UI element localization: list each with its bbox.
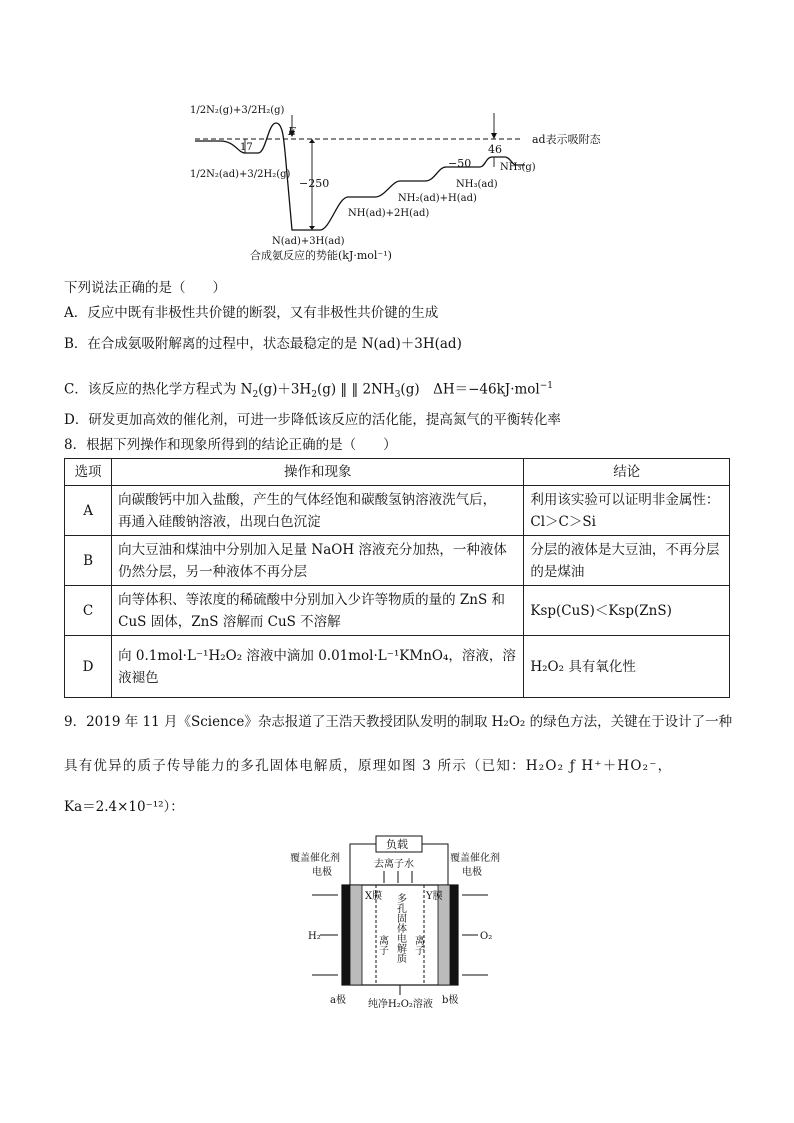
label-nh3g: NH₃(g) [500, 162, 536, 173]
energy-diagram [180, 95, 620, 270]
row-d-con-line1: H₂O₂ 具有氧化性 [530, 658, 636, 675]
header-operation: 操作和现象 [112, 459, 524, 486]
header-option: 选项 [65, 459, 112, 486]
value-50: −50 [448, 157, 472, 170]
row-d-option: D [65, 636, 112, 698]
row-d-op-line1: 向 0.1mol·L⁻¹H₂O₂ 溶液中滴加 0.01mol·L⁻¹KMnO₄，溶液，溶 [118, 647, 516, 664]
q7-c-sup: −1 [539, 381, 554, 391]
row-a-op-line1: 向碳酸钙中加入盐酸，产生的气体经饱和碳酸氢钠溶液洗气后， [118, 491, 497, 508]
label-ad-state: 1/2N₂(ad)+3/2H₂(g) [190, 169, 291, 180]
row-b-op-line2: 仍然分层，另一种液体不再分层 [118, 563, 308, 580]
o2-label: O₂ [480, 931, 493, 942]
y-membrane-label: Y膜 [426, 891, 443, 902]
load-label: 负载 [386, 838, 408, 851]
q8-table [64, 458, 730, 698]
figure1-caption: 合成氨反应的势能(kJ·mol⁻¹) [250, 249, 392, 262]
label-nh2: NH₂(ad)+H(ad) [398, 193, 477, 204]
row-c-op-line1: 向等体积、等浓度的稀硫酸中分别加入少许等物质的量的 ZnS 和 [118, 591, 506, 608]
row-a-con-line2: Cl＞C＞Si [530, 513, 596, 530]
center-electrolyte-label: 多孔固体电解质 [394, 893, 406, 963]
label-top-state: 1/2N₂(g)+3/2H₂(g) [190, 105, 285, 116]
row-a-conclusion [524, 486, 730, 536]
left-ion-label: 离子 [376, 935, 388, 955]
product-label: 纯净H₂O₂溶液 [368, 999, 433, 1010]
label-n: N(ad)+3H(ad) [272, 236, 345, 247]
q9-line3: Ka＝2.4×10⁻¹²）： [64, 799, 184, 815]
cell-diagram [290, 835, 510, 1010]
row-b-option: B [65, 536, 112, 586]
q7-c-post: (g) ΔH＝−46kJ·mol [400, 381, 540, 398]
label-nh: NH(ad)+2H(ad) [348, 208, 430, 219]
q7-option-b: B．在合成氨吸附解离的过程中，状态最稳定的是 N(ad)＋3H(ad) [64, 336, 462, 352]
left-catalyst-label: 覆盖催化剂 [290, 853, 340, 864]
row-a-option: A [65, 486, 112, 536]
row-d-op-line2: 液褪色 [118, 669, 159, 686]
row-c-option: C [65, 586, 112, 636]
q7-c-pre: C．该反应的热化学方程式为 N [64, 381, 253, 398]
right-catalyst-label: 覆盖催化剂 [450, 853, 500, 864]
value-250: −250 [299, 177, 330, 190]
table-row [65, 486, 730, 536]
row-b-op-line1: 向大豆油和煤油中分别加入足量 NaOH 溶液充分加热，一种液体 [118, 541, 507, 558]
row-a-op-line2: 再通入硅酸钠溶液，出现白色沉淀 [118, 513, 321, 530]
row-b-conclusion [524, 536, 730, 586]
row-c-operation [112, 586, 524, 636]
row-a-con-line1: 利用该实验可以证明非金属性： [530, 491, 720, 508]
row-b-operation [112, 536, 524, 586]
value-E: E [288, 125, 297, 138]
q7-option-d: D．研发更加高效的催化剂，可进一步降低该反应的活化能，提高氮气的平衡转化率 [64, 412, 561, 428]
q7-stem: 下列说法正确的是（ ） [64, 280, 226, 296]
row-c-op-line2: CuS 固体，ZnS 溶解而 CuS 不溶解 [118, 613, 341, 630]
row-b-con-line2: 的是煤油 [530, 563, 585, 580]
remove-water-label: 去离子水 [374, 859, 414, 870]
ad-note: ad表示吸附态 [532, 133, 601, 146]
x-membrane-label: X膜 [365, 891, 383, 902]
table-row [65, 536, 730, 586]
q9-line2: 具有优异的质子传导能力的多孔固体电解质，原理如图 3 所示（已知：H₂O₂ ƒ H⁺＋HO₂⁻， [64, 758, 673, 774]
table-row [65, 636, 730, 698]
q8-stem: 8．根据下列操作和现象所得到的结论正确的是（ ） [64, 437, 397, 453]
value-46: 46 [488, 143, 502, 156]
row-c-con-line1: Ksp(CuS)＜Ksp(ZnS) [530, 602, 672, 619]
row-b-con-line1: 分层的液体是大豆油，不再分层 [530, 541, 720, 558]
q7-option-a: A．反应中既有非极性共价键的断裂，又有非极性共价键的生成 [64, 305, 439, 321]
row-d-conclusion [524, 636, 730, 698]
q7-c-mid2: (g) ‖ ‖ 2NH [316, 381, 395, 398]
table-header-row [65, 459, 730, 486]
a-pole-label: a极 [330, 995, 346, 1006]
b-pole-label: b极 [442, 995, 459, 1006]
q9-line1: 9．2019 年 11 月《Science》杂志报道了王浩天教授团队发明的制取 H₂O₂ 的绿色方法，关键在于设计了一种 [64, 714, 733, 730]
row-c-conclusion [524, 586, 730, 636]
label-nh3ad: NH₃(ad) [456, 179, 498, 190]
value-17: 17 [240, 142, 253, 153]
h2-label: H₂ [308, 931, 321, 942]
row-a-operation [112, 486, 524, 536]
header-conclusion: 结论 [524, 459, 730, 486]
right-ion-label: 离子 [412, 935, 424, 955]
left-electrode-label: 电极 [312, 867, 332, 878]
right-electrode-label: 电极 [462, 867, 482, 878]
q7-c-mid: (g)＋3H [258, 381, 312, 398]
q7-option-c: C．该反应的热化学方程式为 $N_2(g)+3H_2(g)$ ‖ ‖ $2NH_3(g)$ ΔH＝−46kJ·mol$^{-1}$ [64, 381, 554, 401]
row-d-operation [112, 636, 524, 698]
table-row [65, 586, 730, 636]
